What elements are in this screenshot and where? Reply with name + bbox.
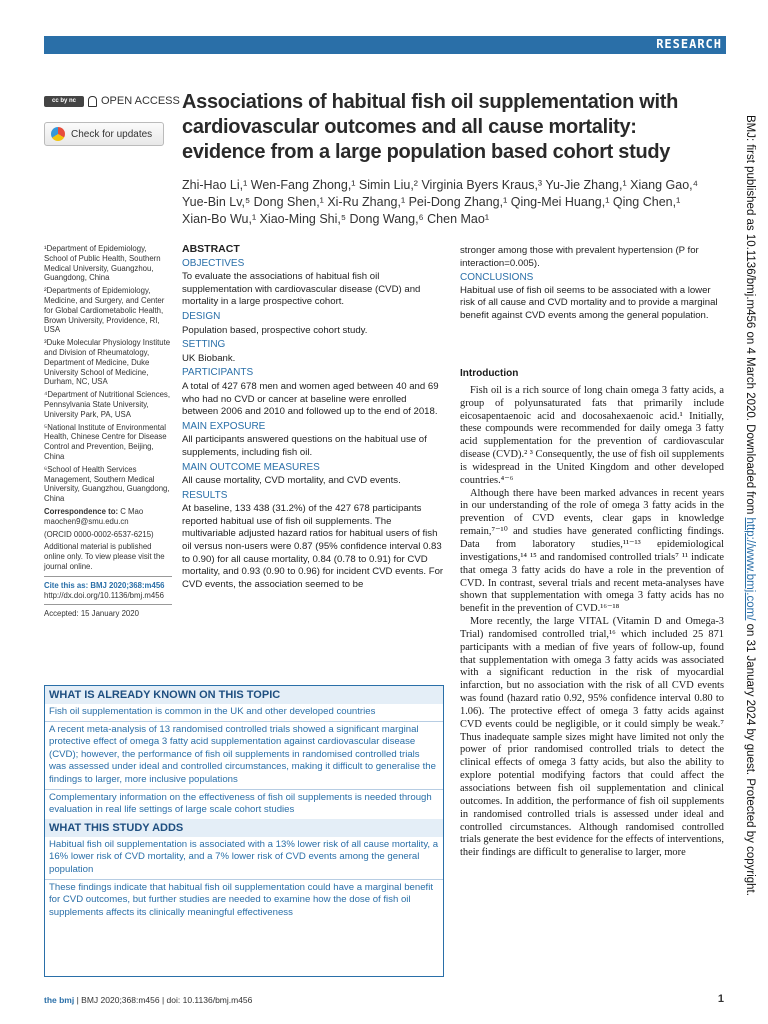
crossmark-icon — [51, 127, 65, 141]
section-banner — [44, 36, 726, 54]
cite-as — [44, 581, 172, 601]
affiliation-4: ⁴Department of Nutritional Sciences, Pennsylvania State University, University Park, PA, USA — [44, 390, 170, 419]
check-for-updates-button[interactable] — [44, 122, 164, 146]
results-continued: stronger among those with prevalent hypertension (P for interaction=0.005). — [460, 245, 699, 269]
correspondence-label: Correspondence to: — [44, 506, 119, 516]
adds-list — [45, 837, 443, 922]
known-item: Fish oil supplementation is common in the UK and other developed countries — [45, 704, 443, 722]
open-access-badge[interactable] — [44, 95, 180, 107]
adds-item: These findings indicate that habitual fish oil supplementation could have a marginal benefit for CVD outcomes, but further studies are needed to examine how the dose of fish oil supplements affects its clinically meaningful effectiveness — [49, 881, 433, 918]
setting-heading: SETTING — [182, 339, 226, 351]
introduction-section — [460, 368, 724, 860]
conclusions-heading: CONCLUSIONS — [460, 272, 534, 284]
objectives-heading: OBJECTIVES — [182, 257, 245, 269]
affiliations-column — [44, 244, 172, 622]
intro-paragraph: Although there have been marked advances in recent years in our understanding of the role of omega 3 fatty acids in the prevention of CVD events, clear gaps in knowledge remain,⁷⁻¹⁰ and studies have generated conflicting findings. Data from laboratory studies,¹¹⁻¹³ epidemiological investigations,¹⁴ ¹⁵ and randomised controlled trials⁷ ¹¹ indicate that omega 3 fatty acids do have a role in the prevention of CVD. In contrast, several trials and recent meta-analyses have shown that supplementation with omega 3 fatty acids has no benefit in the prevention of CVD.¹⁶⁻¹⁸ — [460, 487, 724, 615]
outcome-heading: MAIN OUTCOME MEASURES — [182, 461, 320, 473]
open-access-label: OPEN ACCESS — [101, 95, 180, 107]
additional-material-note: Additional material is published online only. To view please visit the journal online. — [44, 542, 165, 571]
intro-paragraph: Fish oil is a rich source of long chain omega 3 fatty acids, a group of polyunsaturated fats that primarily include eicosapentaenoic acid and docosahexaenoic acid.¹ Initially, these compounds were recommended for daily omega 3 fatty acid supplementation for the prevention of cardiovascular disease (CVD).² ³ Consequently, the use of fish oil supplements is widespread in the United Kingdom and other developed countries.⁴⁻⁶ — [460, 384, 724, 486]
design-heading: DESIGN — [182, 310, 221, 322]
affiliation-3: ³Duke Molecular Physiology Institute and Division of Rheumatology, Department of Medicine, Duke University School of Medicine, Durham, NC, USA — [44, 338, 171, 387]
cite-label: Cite this as: — [44, 580, 89, 590]
doi-link[interactable]: http://dx.doi.org/10.1136/bmj.m456 — [44, 590, 164, 600]
introduction-heading: Introduction — [460, 368, 519, 379]
page-footer — [44, 995, 724, 1005]
exposure-heading: MAIN EXPOSURE — [182, 420, 266, 432]
participants-text: A total of 427 678 men and women aged between 40 and 69 who had no CVD or cancer at baseline were enrolled between 2006 and 2010 and followed up to the end of 2018. — [182, 380, 439, 418]
results-heading: RESULTS — [182, 489, 228, 501]
affiliation-2: ²Departments of Epidemiology, Medicine, and Surgery, and Center for Global Cardiometabolic Health, Brown University, Providence, RI, USA — [44, 286, 165, 335]
correspondence-name: C Mao — [120, 506, 144, 516]
affiliation-5: ⁵National Institute of Environmental Health, Chinese Centre for Disease Control and Prevention, Beijing, China — [44, 422, 167, 461]
bmj-link[interactable]: http://www.bmj.com/ — [744, 517, 756, 621]
article-title: Associations of habitual fish oil supplementation with cardiovascular outcomes and all cause mortality: evidence from a large population based cohort study — [182, 91, 679, 163]
abstract-column — [182, 243, 444, 592]
known-heading: WHAT IS ALREADY KNOWN ON THIS TOPIC — [45, 686, 443, 704]
exposure-text: All participants answered questions on the habitual use of supplements, including fish oil. — [182, 434, 427, 458]
adds-heading: WHAT THIS STUDY ADDS — [45, 819, 443, 837]
known-list — [45, 704, 443, 819]
correspondence-email[interactable]: maochen9@smu.edu.cn — [44, 516, 129, 526]
affiliation-6: ⁶School of Health Services Management, Southern Medical University, Guangzhou, Guangdong, China — [44, 464, 170, 504]
accepted-date: Accepted: 15 January 2020 — [44, 609, 139, 619]
footer-citation: | BMJ 2020;368:m456 | doi: 10.1136/bmj.m456 — [76, 995, 253, 1005]
known-item: Complementary information on the effectiveness of fish oil supplements is needed through evaluation in real life settings of large scale cohort studies — [49, 791, 432, 816]
orcid[interactable]: (ORCID 0000-0002-6537-6215) — [44, 529, 154, 539]
page-number: 1 — [717, 993, 724, 1005]
results-text: At baseline, 133 438 (31.2%) of the 427 678 participants reported habitual use of fish oil supplements. The multivariable adjusted hazard ratios for habitual users of fish oil versus non-users were 0.87 (95% confidence interval 0.83 to 0.90) for all cause mortality, 0.84 (0.78 to 0.91) for CVD mortality, and 0.93 (0.90 to 0.96) for incident CVD events. For CVD events, the association seemed to be — [182, 503, 444, 590]
open-lock-icon — [88, 96, 97, 107]
objectives-text: To evaluate the associations of habitual fish oil supplementation with cardiovascular disease (CVD) and mortality in a large prospective cohort. — [182, 271, 421, 308]
notice-text: BMJ: first published as 10.1136/bmj.m456 on 4 March 2020. Downloaded from — [744, 115, 756, 518]
cc-license-icon: cc by nc — [44, 96, 84, 107]
notice-text: on 31 January 2024 by guest. Protected by copyright. — [744, 620, 756, 896]
participants-heading: PARTICIPANTS — [182, 367, 254, 379]
design-text: Population based, prospective cohort study. — [182, 324, 368, 336]
cite-value: BMJ 2020;368:m456 — [90, 580, 165, 590]
intro-paragraph: More recently, the large VITAL (Vitamin D and Omega-3 Trial) randomised controlled trial,¹⁶ which included 25 871 participants with a median of five years of follow-up, found that supplementation with omega 3 fatty acids was associated with a significant reduction in the risk of myocardial infarction, but no association with the risk of all CVD events was found (hazard ratio 0.92, 95% confidence interval 0.80 to 1.06). The protective effect of omega 3 fatty acids against CVD events could be negligible, or it could simply be weak.⁷ Thus inadequate sample sizes might have limited not only the power of prior randomised controlled trials to detect the clinical effects of omega 3 fatty acids, but also the ability to explore potential modifying factors that could affect the associations between fish oil supplementation and clinical outcomes. In addition, the performance of fish oil supplements in randomised controlled trials is assessed under ideal and controlled circumstances. Although randomised controlled trials generate the best evidence for the effects of interventions, their findings are difficult to generalise to larger, more — [460, 616, 724, 859]
divider — [44, 604, 172, 605]
outcome-text: All cause mortality, CVD mortality, and CVD events. — [182, 475, 401, 487]
affiliation-1: ¹Department of Epidemiology, School of Public Health, Southern Medical University, Guangzhou, Guangdong, China — [44, 244, 161, 283]
summary-box — [44, 685, 444, 977]
author-list: Zhi-Hao Li,¹ Wen-Fang Zhong,¹ Simin Liu,² Virginia Byers Kraus,³ Yu-Jie Zhang,¹ Xiang Gao,⁴ Yue-Bin Lv,⁵ Dong Shen,¹ Xi-Ru Zhang,¹ Pei-Dong Zhang,¹ Qing-Mei Huang,¹ Qing Chen,¹ Xian-Bo Wu,¹ Xiao-Ming Shi,⁵ Dong Wang,⁶ Chen Mao¹ — [182, 178, 699, 226]
known-item: A recent meta-analysis of 13 randomised controlled trials showed a significant marginal protective effect of omega 3 fatty acid supplementation against cardiovascular disease (CVD); however, the performance of fish oil supplements in randomised controlled trials was assessed under ideal and controlled circumstances, making it difficult to generalise the findings to larger, more inclusive populations — [45, 722, 443, 790]
section-label: RESEARCH — [656, 37, 722, 51]
divider — [44, 576, 172, 577]
adds-item: Habitual fish oil supplementation is associated with a 13% lower risk of all cause mortality, a 16% lower risk of CVD mortality, and a 7% lower risk of CVD events among the general population — [45, 837, 443, 880]
check-updates-label: Check for updates — [71, 128, 153, 140]
setting-text: UK Biobank. — [182, 352, 236, 364]
download-notice — [744, 115, 756, 995]
abstract-continued — [460, 245, 724, 323]
correspondence — [44, 507, 172, 527]
conclusions-text: Habitual use of fish oil seems to be associated with a lower risk of all cause and CVD mortality and to provide a marginal benefit against CVD events among the general population. — [460, 284, 718, 321]
bmj-logo: the bmj — [44, 995, 75, 1005]
abstract-heading: ABSTRACT — [182, 243, 240, 255]
